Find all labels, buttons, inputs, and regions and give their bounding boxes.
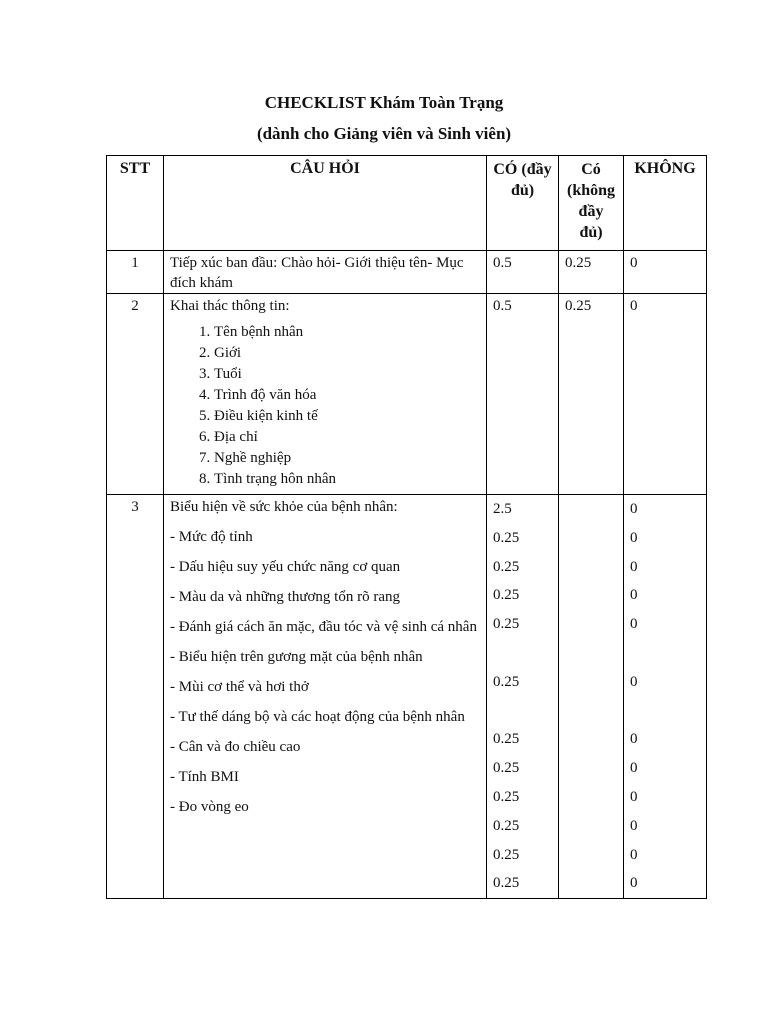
header-stt: STT	[107, 156, 164, 251]
list-item: 5. Điều kiện kinh tế	[214, 406, 480, 427]
row-stt: 3	[107, 495, 164, 899]
score-value: 0	[630, 558, 638, 575]
list-item: 2. Giới	[214, 343, 480, 364]
score-value: 0.25	[493, 616, 520, 633]
row-question: Tiếp xúc ban đầu: Chào hỏi- Giới thiệu tên- Mục đích khám	[164, 251, 487, 294]
list-item: 8. Tình trạng hôn nhân	[214, 469, 480, 490]
score-value: 0.25	[493, 875, 520, 892]
checklist-table	[106, 155, 707, 899]
score-gap	[493, 639, 552, 668]
score-value: 2.5	[493, 501, 512, 517]
list-item: - Đo vòng eo	[170, 799, 249, 815]
row-no: 0	[624, 294, 707, 495]
list-item: - Tư thế dáng bộ và các hoạt động của bệnh nhân	[170, 709, 465, 725]
list-item: 7. Nghề nghiệp	[214, 448, 480, 469]
row-no: 0	[624, 251, 707, 294]
score-gap	[493, 697, 552, 726]
list-item: 4. Trình độ văn hóa	[214, 385, 480, 406]
document-subtitle: (dành cho Giảng viên và Sinh viên)	[256, 124, 512, 143]
header-question: CÂU HỎI	[164, 156, 487, 251]
row-yes-full: 0.5	[487, 294, 559, 495]
row-yes-partial	[559, 495, 624, 899]
list-item: - Đánh giá cách ăn mặc, đầu tóc và vệ sinh cá nhân	[170, 619, 477, 635]
row-stt: 1	[107, 251, 164, 294]
score-value: 0	[630, 731, 638, 748]
score-value: 0	[630, 760, 638, 777]
header-yes-full: CÓ (đầy đủ)	[487, 156, 559, 251]
list-item: - Dấu hiệu suy yếu chức năng cơ quan	[170, 559, 401, 575]
header-row	[107, 156, 707, 251]
score-value: 0.25	[493, 760, 520, 777]
score-value: 0	[630, 788, 638, 805]
row-question	[164, 495, 487, 899]
score-value: 0.25	[493, 817, 520, 834]
score-value: 0	[630, 817, 638, 834]
score-value: 0.25	[493, 788, 520, 805]
list-item: 3. Tuổi	[214, 364, 480, 385]
score-value: 0.25	[493, 731, 520, 748]
row-yes-partial: 0.25	[559, 294, 624, 495]
table-row	[107, 294, 707, 495]
list-item: - Mức độ tỉnh	[170, 529, 253, 545]
table-row	[107, 495, 707, 899]
score-value: 0	[630, 875, 638, 892]
score-gap	[630, 639, 700, 668]
list-item: - Tính BMI	[170, 769, 239, 785]
score-value: 0	[630, 846, 638, 863]
row-yes-full	[487, 495, 559, 899]
score-value: 0	[630, 529, 638, 546]
header-no: KHÔNG	[624, 156, 707, 251]
row-question-label: Khai thác thông tin:	[170, 298, 290, 314]
score-value: 0.25	[493, 846, 520, 863]
row-yes-partial: 0.25	[559, 251, 624, 294]
list-item: 6. Địa chỉ	[214, 427, 480, 448]
score-value: 0	[630, 501, 638, 517]
score-value: 0	[630, 673, 638, 690]
row-stt: 2	[107, 294, 164, 495]
score-value: 0.25	[493, 529, 520, 546]
score-gap	[630, 697, 700, 726]
row-question-label: Biểu hiện về sức khỏe của bệnh nhân:	[170, 499, 398, 515]
list-item: - Mùi cơ thể và hơi thở	[170, 679, 309, 695]
list-item: - Màu da và những thương tổn rõ rang	[170, 589, 400, 605]
score-value: 0	[630, 616, 638, 633]
score-value: 0.25	[493, 673, 520, 690]
row-no	[624, 495, 707, 899]
row-yes-full: 0.5	[487, 251, 559, 294]
header-yes-partial: Có (không đầy đủ)	[559, 156, 624, 251]
score-value: 0.25	[493, 558, 520, 575]
list-item: 1. Tên bệnh nhân	[214, 322, 480, 343]
score-value: 0	[630, 587, 638, 604]
document-title: CHECKLIST Khám Toàn Trạng	[264, 93, 504, 112]
list-item: - Biểu hiện trên gương mặt của bệnh nhân	[170, 649, 423, 665]
info-list	[170, 322, 480, 490]
score-value: 0.25	[493, 587, 520, 604]
table-row	[107, 251, 707, 294]
list-item: - Cân và đo chiều cao	[170, 739, 301, 755]
row-question	[164, 294, 487, 495]
